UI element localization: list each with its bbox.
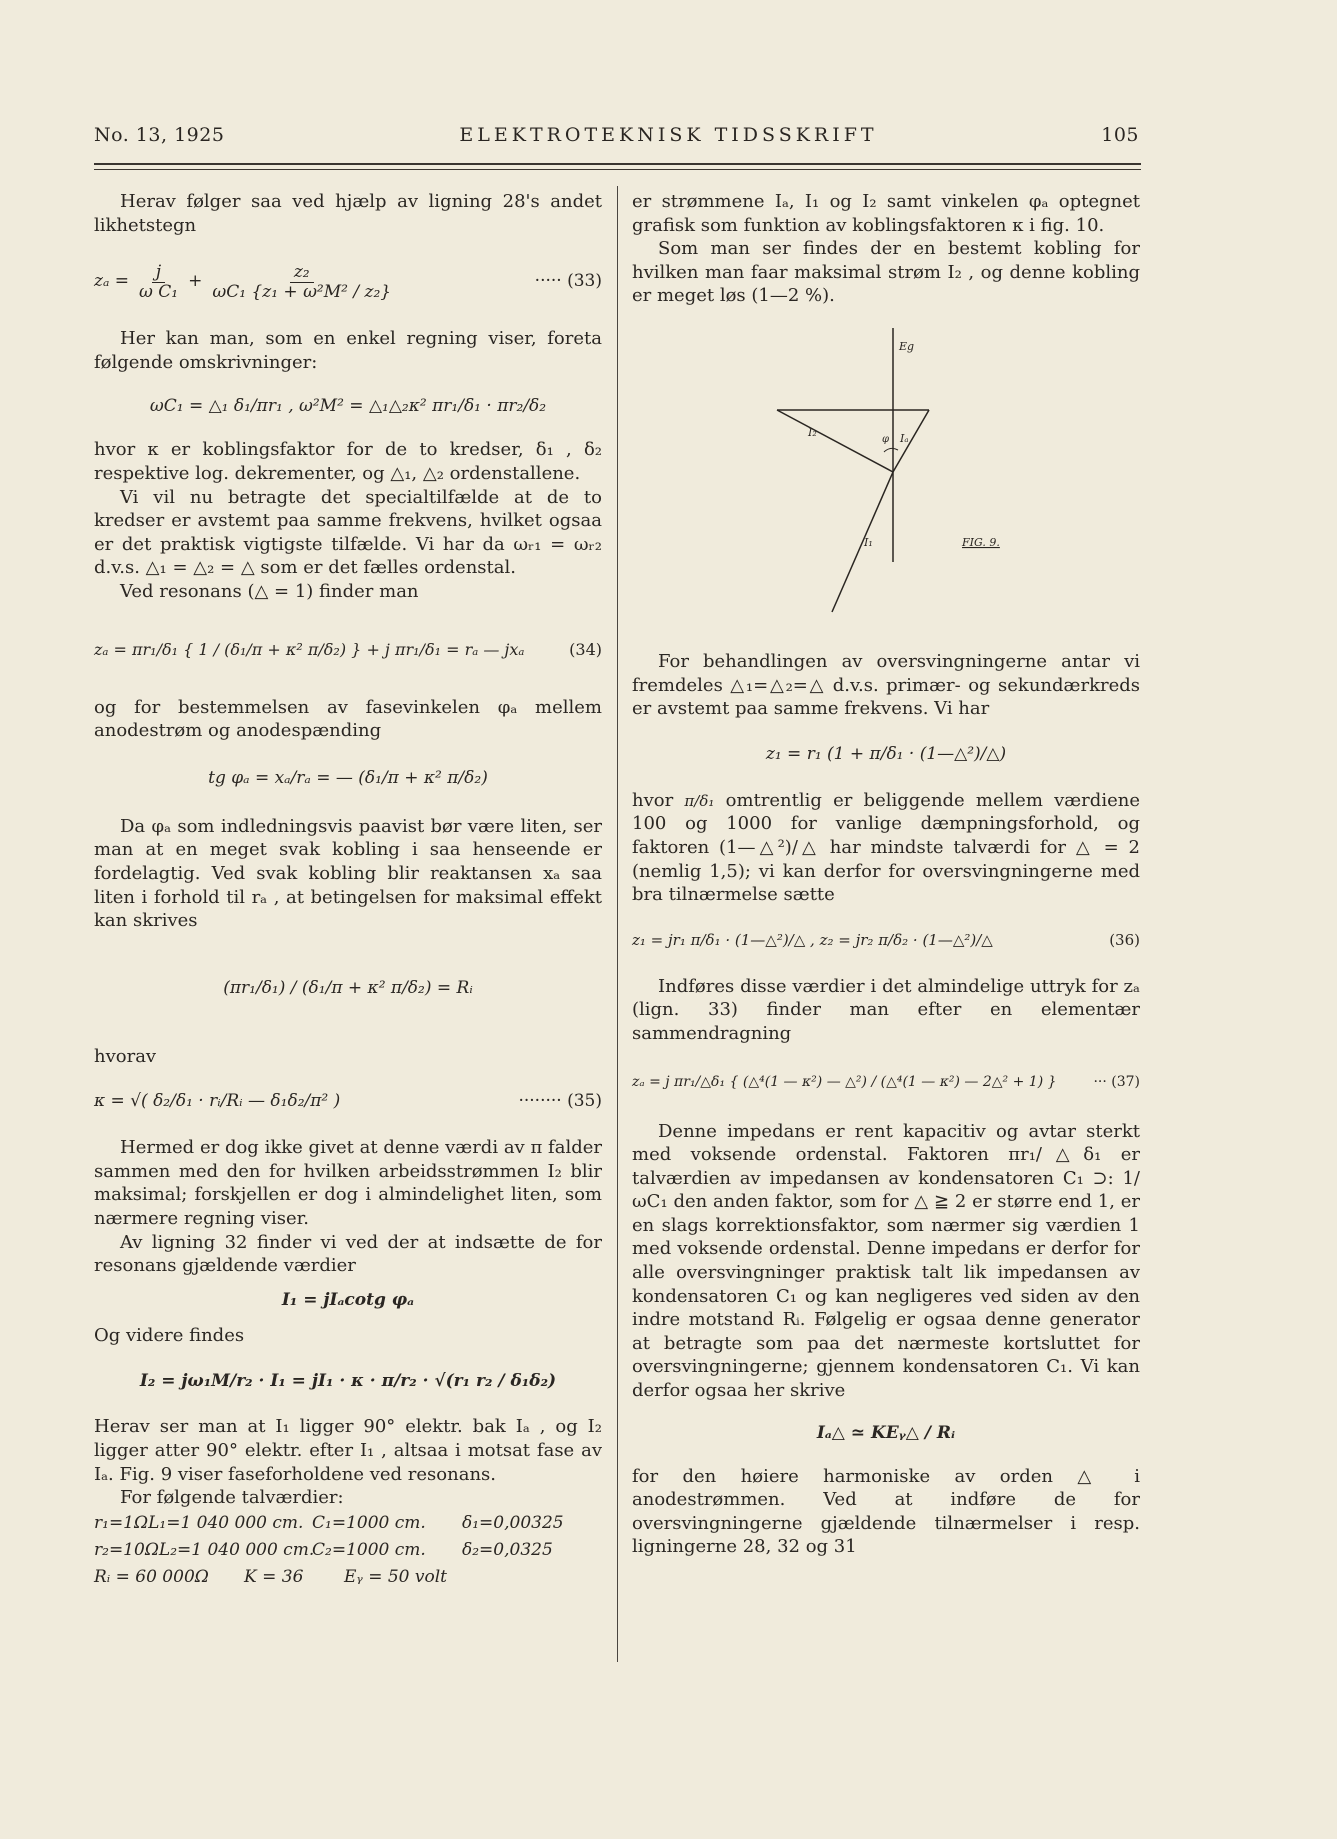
paragraph: For behandlingen av oversvingningerne antar vi fremdeles △₁=△₂=△ d.v.s. primær- og sekundærkreds er avstemt paa samme frekvens. Vi har xyxy=(632,650,1140,720)
vector-i2 xyxy=(777,410,893,472)
equation-number: ········ (35) xyxy=(518,1091,602,1112)
paragraph: Og videre findes xyxy=(94,1324,245,1346)
right-column xyxy=(632,190,1140,1559)
left-column xyxy=(94,190,602,1591)
header-rule xyxy=(94,163,1141,165)
phase-diagram xyxy=(632,312,1140,642)
equation-number: (34) xyxy=(569,639,602,659)
paragraph: er strømmene Iₐ, I₁ og I₂ samt vinkelen φₐ optegnet grafisk som funktion av koblingsfaktoren κ i fig. 10. xyxy=(632,191,1140,236)
paragraph: Av ligning 32 finder vi ved der at indsætte de for resonans gjældende værdier xyxy=(94,1231,602,1277)
page-number: 105 xyxy=(1101,124,1139,146)
paragraph: hvor κ er koblingsfaktor for de to kredser, δ₁ , δ₂ respektive log. dekrementer, og △₁, △₂ ordenstallene. xyxy=(94,439,602,484)
equation-37: zₐ = j πr₁/△δ₁ { (△⁴(1 — κ²) — △²) / (△⁴(1 — κ²) — 2△² + 1) } ··· (37) xyxy=(632,1052,1140,1114)
paragraph: Ved resonans (△ = 1) finder man xyxy=(120,580,419,602)
eq-fraction: $\frac{\text{z₂}}{\text{ωC₁ \{z₁ + ω²M² / z₂\}}}$ xyxy=(212,262,392,302)
paragraph: for den høiere harmoniske av orden △ i anodestrømmen. Ved at indføre de for oversvingningerne gjældende tilnærmelser i resp. ligningerne 28, 32 og 31 xyxy=(632,1465,1140,1558)
paragraph-hvorav: hvorav xyxy=(94,1045,157,1067)
paragraph: hvor π/δ₁ omtrentlig er beliggende mellem værdiene 100 og 1000 for vanlige dæmpningsforhold, og faktoren (1—△²)/△ har mindste talværdi for △ = 2 (nemlig 1,5); vi kan derfor for oversvingningerne med bra tilnærmelse sætte xyxy=(632,789,1140,906)
paragraph: For følgende talværdier: xyxy=(120,1487,344,1509)
journal-title: ELEKTROTEKNISK TIDSSKRIFT xyxy=(459,124,878,146)
equation-i2: I₂ = jω₁M/r₂ · I₁ = jI₁ · κ · π/r₂ · √(r₁ r₂ / δ₁δ₂) xyxy=(139,1370,557,1391)
inline-fraction: π/δ₁ xyxy=(684,791,715,810)
equation-36: z₁ = jr₁ π/δ₁ · (1—△²)/△ , z₂ = jr₂ π/δ₂ · (1—△²)/△ (36) xyxy=(632,913,1140,969)
paragraph: og for bestemmelsen av fasevinkelen φₐ mellem anodestrøm og anodespænding xyxy=(94,696,602,742)
label-i2: I₂ xyxy=(808,425,817,439)
eq-lhs: zₐ = xyxy=(94,271,129,292)
equation-i1: I₁ = jIₐcotg φₐ xyxy=(281,1290,415,1311)
issue-number: No. 13, 1925 xyxy=(94,124,225,146)
label-phi: φ xyxy=(882,433,890,445)
equation-ri: (πr₁/δ₁) / (δ₁/π + κ² π/δ₂) = Rᵢ xyxy=(223,977,473,998)
equation-number: ····· (33) xyxy=(534,271,602,292)
column-divider xyxy=(617,186,618,1662)
paragraph: Indføres disse værdier i det almindelige uttryk for zₐ (lign. 33) finder man efter en elementær sammendragning xyxy=(632,975,1140,1044)
values-table xyxy=(94,1510,602,1591)
equation-number: ··· (37) xyxy=(1093,1073,1140,1090)
figure-9 xyxy=(632,312,1140,642)
figure-caption: FIG. 9. xyxy=(962,535,1000,549)
eq-plus: + xyxy=(188,271,203,292)
values-row: Rᵢ = 60 000Ω K = 36 Eᵧ = 50 volt xyxy=(94,1566,448,1587)
values-row: r₂=10ΩL₂=1 040 000 cm.C₂=1000 cm. δ₂=0,0325 xyxy=(94,1539,553,1560)
vector-ia xyxy=(893,410,929,472)
paragraph: Som man ser findes der en bestemt kobling for hvilken man faar maksimal strøm I₂ , og denne kobling er meget løs (1—2 %). xyxy=(632,238,1140,307)
equation-ia: Iₐ△ ≃ KEᵧ△ / Rᵢ xyxy=(816,1422,956,1443)
paragraph: Hermed er dog ikke givet at denne værdi av π falder sammen med den for hvilken arbeidsstrømmen I₂ blir maksimal; forskjellen er dog i almindelighet liten, som nærmere regning viser. xyxy=(94,1137,602,1230)
equation-z1: z₁ = r₁ (1 + π/δ₁ · (1—△²)/△) xyxy=(765,743,1007,764)
equation-number: (36) xyxy=(1109,930,1140,949)
equation-rewrite: ωC₁ = △₁ δ₁/πr₁ , ω²M² = △₁△₂κ² πr₁/δ₁ · πr₂/δ₂ xyxy=(149,395,547,416)
equation-tg: tg φₐ = xₐ/rₐ = — (δ₁/π + κ² π/δ₂) xyxy=(208,767,488,788)
paragraph: Her kan man, som en enkel regning viser, foreta følgende omskrivninger: xyxy=(94,328,602,373)
vector-i1 xyxy=(832,472,893,612)
values-row: r₁=1ΩL₁=1 040 000 cm. C₁=1000 cm. δ₁=0,00325 xyxy=(94,1512,564,1533)
paragraph: Herav ser man at I₁ ligger 90° elektr. bak Iₐ , og I₂ ligger atter 90° elektr. efter I₁ , altsaa i motsat fase av Iₐ. Fig. 9 viser faseforholdene ved resonans. xyxy=(94,1416,602,1485)
eq-fraction: $\frac{j}{\text{ω C₁}}$ xyxy=(139,262,179,302)
paragraph: Denne impedans er rent kapacitiv og avtar sterkt med voksende ordenstal. Faktoren πr₁/△δ₁ er talværdien av impedansen av kondensatoren C₁ ⊃: 1/ωC₁ den anden faktor, som for △ ≧ 2 er større end 1, er en slags korrektionsfaktor, som nærmer sig værdien 1 med voksende ordenstal. Denne impedans er derfor for alle oversvingninger praktisk talt lik impedansen av kondensatoren C₁ og kan negligeres ved siden av den indre motstand Rᵢ. Følgelig er ogsaa denne generator at betragte som paa det nærmeste kortsluttet for oversvingningerne; gjennem kondensatoren C₁. Vi kan derfor ogsaa her skrive xyxy=(632,1120,1140,1402)
equation-35: κ = √( δ₂/δ₁ · rᵢ/Rᵢ — δ₁δ₂/π² ) ········ (35) xyxy=(94,1074,602,1130)
paragraph: Vi vil nu betragte det specialtilfælde at de to kredser er avstemt paa samme frekvens, hvilket ogsaa er det praktisk vigtigste tilfælde. Vi har da ωᵣ₁ = ωᵣ₂ d.v.s. △₁ = △₂ = △ som er det fælles ordenstal. xyxy=(94,486,602,579)
paragraph: Da φₐ som indledningsvis paavist bør være liten, ser man at en meget svak kobling i saa henseende er fordelagtig. Ved svak kobling blir reaktansen xₐ saa liten i forhold til rₐ , at betingelsen for maksimal effekt kan skrives xyxy=(94,815,602,932)
label-eg: Eg xyxy=(899,339,915,353)
label-i1: I₁ xyxy=(864,535,873,549)
paragraph: Herav følger saa ved hjælp av ligning 28's andet likhetstegn xyxy=(94,191,602,236)
equation-33 xyxy=(94,243,602,321)
equation-34: zₐ = πr₁/δ₁ { 1 / (δ₁/π + κ² π/δ₂) } + j πr₁/δ₁ = rₐ — jxₐ (34) xyxy=(94,610,602,690)
header-rule-thin xyxy=(94,169,1141,170)
label-ia: Iₐ xyxy=(900,431,909,445)
angle-arc xyxy=(884,448,898,452)
